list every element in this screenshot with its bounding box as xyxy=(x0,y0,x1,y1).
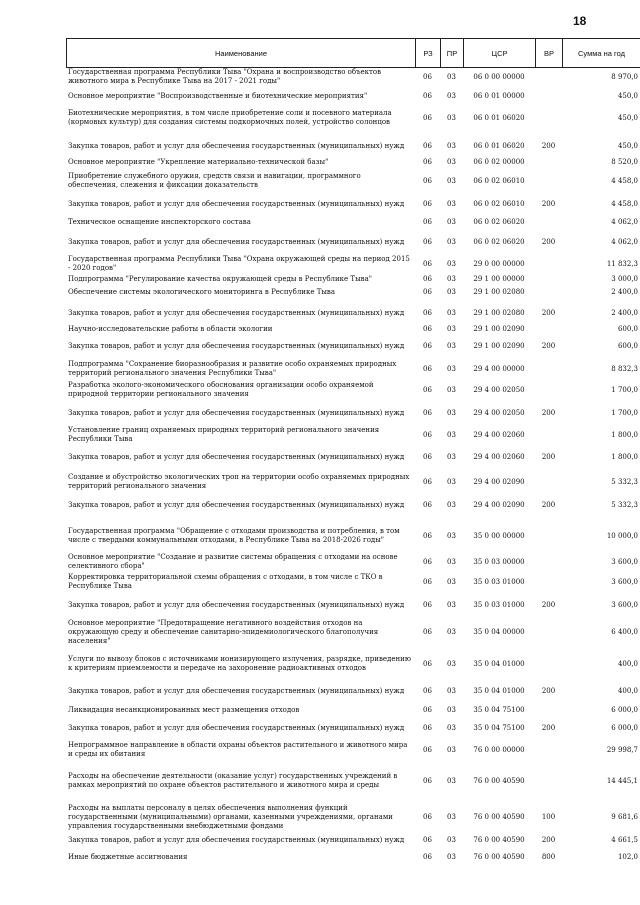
table-row xyxy=(66,721,640,735)
row-sum: 5 332,3 xyxy=(611,477,638,486)
table-header xyxy=(66,38,640,68)
table-row xyxy=(66,171,640,191)
header-pr: ПР xyxy=(440,39,463,67)
row-rz: 06 xyxy=(423,308,432,317)
row-vr xyxy=(535,472,562,492)
row-sum: 600,0 xyxy=(617,341,638,350)
row-sum: 6 000,0 xyxy=(611,705,638,714)
row-pr: 03 xyxy=(447,776,456,785)
table-row xyxy=(66,770,640,792)
row-sum: 1 700,0 xyxy=(611,408,638,417)
row-pr: 03 xyxy=(447,705,456,714)
row-pr: 03 xyxy=(447,627,456,636)
row-vr xyxy=(535,255,562,273)
table-row xyxy=(66,704,640,716)
row-rz: 06 xyxy=(423,113,432,122)
row-sum: 3 600,0 xyxy=(611,600,638,609)
row-rz: 06 xyxy=(423,600,432,609)
table-row xyxy=(66,598,640,612)
table-row xyxy=(66,803,640,830)
row-vr: 200 xyxy=(541,723,556,732)
row-vr: 200 xyxy=(541,835,556,844)
row-pr: 03 xyxy=(447,324,456,333)
row-vr: 200 xyxy=(541,686,556,695)
row-rz: 06 xyxy=(423,341,432,350)
row-vr: 200 xyxy=(541,341,556,350)
row-pr: 03 xyxy=(447,341,456,350)
table-row xyxy=(66,525,640,547)
row-vr xyxy=(535,322,562,336)
row-sum: 3 000,0 xyxy=(611,274,638,283)
row-rz: 06 xyxy=(423,430,432,439)
header-rz: РЗ xyxy=(415,39,440,67)
row-name: Услуги по вывозу блоков с источниками ионизирующего излучения, разрядке, приведению к критериям приемлемости и передаче на захоронение радиоактивных отходов xyxy=(68,655,411,672)
row-rz: 06 xyxy=(423,218,432,226)
row-name: Научно-исследовательские работы в области экологии xyxy=(68,324,273,333)
row-vr xyxy=(535,107,562,129)
row-name: Биотехнические мероприятия, в том числе приобретение соли и посевного материала (кормовых культур) для создания системы подкормочных полей, устройство солонцов xyxy=(68,109,392,126)
row-csr: 76 0 00 00000 xyxy=(473,745,525,754)
row-vr xyxy=(535,426,562,444)
row-pr: 03 xyxy=(447,500,456,509)
row-rz: 06 xyxy=(423,158,432,166)
row-rz: 06 xyxy=(423,627,432,636)
row-name: Закупка товаров, работ и услуг для обеспечения государственных (муниципальных) нужд xyxy=(68,308,405,317)
row-vr xyxy=(535,740,562,760)
row-name: Техническое оснащение инспекторского состава xyxy=(68,218,251,226)
row-pr: 03 xyxy=(447,308,456,317)
row-name: Закупка товаров, работ и услуг для обеспечения государственных (муниципальных) нужд xyxy=(68,500,405,509)
row-csr: 29 1 00 02090 xyxy=(473,324,525,333)
row-rz: 06 xyxy=(423,199,432,208)
row-csr: 76 0 00 40590 xyxy=(473,835,525,844)
row-pr: 03 xyxy=(447,259,456,268)
row-pr: 03 xyxy=(447,237,456,246)
row-vr xyxy=(535,525,562,547)
row-vr: 200 xyxy=(541,408,556,417)
row-vr xyxy=(535,622,562,642)
row-name: Закупка товаров, работ и услуг для обеспечения государственных (муниципальных) нужд xyxy=(68,835,405,844)
table-row xyxy=(66,197,640,211)
table-row xyxy=(66,216,640,229)
row-csr: 06 0 02 06020 xyxy=(473,237,525,246)
row-name: Основное мероприятие "Укрепление материально-технической базы" xyxy=(68,158,329,166)
row-vr xyxy=(535,156,562,169)
row-sum: 3 600,0 xyxy=(611,577,638,586)
row-pr: 03 xyxy=(447,408,456,417)
row-sum: 2 400,0 xyxy=(611,308,638,317)
row-vr xyxy=(535,553,562,571)
row-vr xyxy=(535,68,562,86)
row-name: Корректировка территориальной схемы обращения с отходами, в том числе с ТКО в Республике Тыва xyxy=(68,573,383,590)
row-pr: 03 xyxy=(447,364,456,373)
row-sum: 8 970,0 xyxy=(611,72,638,81)
row-rz: 06 xyxy=(423,557,432,566)
row-pr: 03 xyxy=(447,723,456,732)
row-sum: 450,0 xyxy=(617,141,638,150)
table-row xyxy=(66,139,640,153)
row-csr: 35 0 03 01000 xyxy=(473,600,525,609)
row-name: Закупка товаров, работ и услуг для обеспечения государственных (муниципальных) нужд xyxy=(68,686,405,695)
table-row xyxy=(66,339,640,353)
table-row xyxy=(66,618,640,645)
row-pr: 03 xyxy=(447,452,456,461)
row-rz: 06 xyxy=(423,852,432,861)
row-csr: 06 0 01 06020 xyxy=(473,113,525,122)
table-row xyxy=(66,274,640,284)
row-name: Основное мероприятие "Предотвращение негативного воздействия отходов на окружающую среду и обеспечение санитарно-эпидемиологического благополучия населения" xyxy=(68,618,379,645)
row-pr: 03 xyxy=(447,531,456,540)
row-sum: 11 832,3 xyxy=(606,259,638,268)
row-pr: 03 xyxy=(447,477,456,486)
row-csr: 29 4 00 02090 xyxy=(473,477,525,486)
row-rz: 06 xyxy=(423,812,432,821)
header-vr: ВР xyxy=(535,39,562,67)
row-sum: 102,0 xyxy=(617,852,638,861)
table-row xyxy=(66,287,640,297)
row-csr: 29 0 00 00000 xyxy=(473,259,525,268)
row-vr xyxy=(535,274,562,284)
row-rz: 06 xyxy=(423,723,432,732)
row-csr: 06 0 02 06010 xyxy=(473,176,525,185)
row-csr: 35 0 03 00000 xyxy=(473,557,525,566)
row-vr xyxy=(535,770,562,792)
row-name: Закупка товаров, работ и услуг для обеспечения государственных (муниципальных) нужд xyxy=(68,723,405,732)
row-pr: 03 xyxy=(447,218,456,226)
row-name: Расходы на обеспечение деятельности (оказание услуг) государственных учреждений в рамках мероприятий по охране объектов растительного и животного мира и среды xyxy=(68,772,398,789)
row-rz: 06 xyxy=(423,686,432,695)
row-rz: 06 xyxy=(423,91,432,100)
row-vr xyxy=(535,704,562,716)
row-csr: 29 1 00 02080 xyxy=(473,308,525,317)
row-csr: 29 4 00 02050 xyxy=(473,385,525,394)
row-sum: 4 062,0 xyxy=(611,237,638,246)
row-name: Создание и обустройство экологических троп на территории особо охраняемых природных территорий регионального значения xyxy=(68,473,410,490)
row-pr: 03 xyxy=(447,835,456,844)
row-sum: 3 600,0 xyxy=(611,557,638,566)
table-row xyxy=(66,426,640,444)
row-rz: 06 xyxy=(423,745,432,754)
table-row xyxy=(66,684,640,698)
row-sum: 400,0 xyxy=(617,659,638,668)
row-csr: 06 0 01 06020 xyxy=(473,141,525,150)
row-rz: 06 xyxy=(423,385,432,394)
row-pr: 03 xyxy=(447,812,456,821)
row-csr: 29 4 00 00000 xyxy=(473,364,525,373)
row-pr: 03 xyxy=(447,852,456,861)
row-sum: 1 800,0 xyxy=(611,430,638,439)
row-sum: 450,0 xyxy=(617,91,638,100)
row-csr: 29 1 00 02090 xyxy=(473,341,525,350)
row-pr: 03 xyxy=(447,91,456,100)
table-row xyxy=(66,156,640,169)
row-csr: 35 0 03 01000 xyxy=(473,577,525,586)
row-sum: 9 681,6 xyxy=(611,812,638,821)
row-sum: 6 000,0 xyxy=(611,723,638,732)
row-sum: 8 520,0 xyxy=(611,158,638,166)
row-sum: 1 700,0 xyxy=(611,385,638,394)
row-csr: 35 0 04 75100 xyxy=(473,723,525,732)
row-sum: 600,0 xyxy=(617,324,638,333)
table-row xyxy=(66,406,640,420)
row-rz: 06 xyxy=(423,659,432,668)
row-name: Подпрограмма "Сохранение биоразнообразия и развитие особо охраняемых природных территорий регионального значения Республики Тыва" xyxy=(68,360,397,377)
row-rz: 06 xyxy=(423,776,432,785)
row-csr: 29 4 00 02050 xyxy=(473,408,525,417)
row-vr xyxy=(535,216,562,229)
row-sum: 450,0 xyxy=(617,113,638,122)
row-sum: 1 800,0 xyxy=(611,452,638,461)
row-name: Закупка товаров, работ и услуг для обеспечения государственных (муниципальных) нужд xyxy=(68,237,405,246)
row-csr: 06 0 01 00000 xyxy=(473,91,525,100)
row-sum: 5 332,3 xyxy=(611,500,638,509)
row-name: Государственная программа Республики Тыва "Охрана и воспроизводство объектов животного мира в Республике Тыва на 2017 - 2021 годы" xyxy=(68,68,382,85)
row-csr: 29 4 00 02090 xyxy=(473,500,525,509)
table-row xyxy=(66,89,640,103)
row-name: Закупка товаров, работ и услуг для обеспечения государственных (муниципальных) нужд xyxy=(68,452,405,461)
row-csr: 35 0 04 01000 xyxy=(473,659,525,668)
row-vr xyxy=(535,287,562,297)
row-name: Непрограммное направление в области охраны объектов растительного и животного мира и среды их обитания xyxy=(68,741,408,758)
row-pr: 03 xyxy=(447,600,456,609)
row-rz: 06 xyxy=(423,500,432,509)
row-rz: 06 xyxy=(423,287,432,296)
row-rz: 06 xyxy=(423,705,432,714)
budget-table xyxy=(66,38,640,861)
row-rz: 06 xyxy=(423,259,432,268)
row-pr: 03 xyxy=(447,199,456,208)
row-csr: 06 0 02 06020 xyxy=(473,218,525,226)
table-row xyxy=(66,322,640,336)
header-sum: Сумма на год xyxy=(562,39,640,67)
row-name: Государственная программа Республики Тыва "Охрана окружающей среды на период 2015 - 2020 годов" xyxy=(68,255,410,272)
row-pr: 03 xyxy=(447,659,456,668)
header-csr: ЦСР xyxy=(463,39,535,67)
row-name: Закупка товаров, работ и услуг для обеспечения государственных (муниципальных) нужд xyxy=(68,408,405,417)
row-name: Расходы на выплаты персоналу в целях обеспечения выполнения функций государственными (муниципальными) органами, казенными учреждениями, органами управления государственными внебюджетными фондами xyxy=(68,803,393,830)
table-row xyxy=(66,574,640,590)
row-rz: 06 xyxy=(423,531,432,540)
row-vr: 200 xyxy=(541,237,556,246)
row-sum: 8 832,3 xyxy=(611,364,638,373)
row-pr: 03 xyxy=(447,72,456,81)
row-rz: 06 xyxy=(423,477,432,486)
row-sum: 4 661,5 xyxy=(611,835,638,844)
table-row xyxy=(66,360,640,378)
table-row xyxy=(66,851,640,863)
row-pr: 03 xyxy=(447,430,456,439)
table-row xyxy=(66,68,640,86)
row-pr: 03 xyxy=(447,113,456,122)
row-csr: 76 0 00 40590 xyxy=(473,852,525,861)
row-name: Разработка эколого-экономического обоснования организации особо охраняемой природной территории регионального значения xyxy=(68,381,374,398)
row-name: Иные бюджетные ассигнования xyxy=(68,852,188,861)
row-csr: 35 0 04 01000 xyxy=(473,686,525,695)
row-rz: 06 xyxy=(423,835,432,844)
row-rz: 06 xyxy=(423,364,432,373)
row-name: Приобретение служебного оружия, средств связи и навигации, программного обеспечения, слежения и фиксации доказательств xyxy=(68,172,361,189)
row-csr: 76 0 00 40590 xyxy=(473,776,525,785)
row-csr: 29 1 00 00000 xyxy=(473,274,525,283)
table-row xyxy=(66,654,640,674)
row-csr: 35 0 04 00000 xyxy=(473,627,525,636)
row-rz: 06 xyxy=(423,324,432,333)
row-pr: 03 xyxy=(447,176,456,185)
row-csr: 29 1 00 02080 xyxy=(473,287,525,296)
table-row xyxy=(66,255,640,273)
row-sum: 4 458,0 xyxy=(611,199,638,208)
row-vr xyxy=(535,360,562,378)
row-pr: 03 xyxy=(447,287,456,296)
row-vr xyxy=(535,89,562,103)
row-rz: 06 xyxy=(423,176,432,185)
table-row xyxy=(66,381,640,399)
row-csr: 76 0 00 40590 xyxy=(473,812,525,821)
row-csr: 29 4 00 02060 xyxy=(473,430,525,439)
row-sum: 6 400,0 xyxy=(611,627,638,636)
row-vr xyxy=(535,574,562,590)
table-row xyxy=(66,306,640,320)
row-rz: 06 xyxy=(423,577,432,586)
row-name: Государственная программа "Обращение с отходами производства и потребления, в том числе с твердыми коммунальными отходами, в Республике Тыва на 2018-2026 годы" xyxy=(68,527,400,544)
row-sum: 4 062,0 xyxy=(611,218,638,226)
table-row xyxy=(66,834,640,846)
row-pr: 03 xyxy=(447,557,456,566)
table-row xyxy=(66,740,640,760)
row-vr: 200 xyxy=(541,500,556,509)
table-row xyxy=(66,450,640,464)
row-rz: 06 xyxy=(423,452,432,461)
row-name: Закупка товаров, работ и услуг для обеспечения государственных (муниципальных) нужд xyxy=(68,341,405,350)
table-row xyxy=(66,498,640,512)
table-row xyxy=(66,107,640,129)
row-vr: 200 xyxy=(541,308,556,317)
header-name: Наименование xyxy=(66,39,415,67)
row-vr: 200 xyxy=(541,452,556,461)
row-rz: 06 xyxy=(423,72,432,81)
row-vr: 800 xyxy=(541,852,556,861)
row-name: Закупка товаров, работ и услуг для обеспечения государственных (муниципальных) нужд xyxy=(68,600,405,609)
row-name: Закупка товаров, работ и услуг для обеспечения государственных (муниципальных) нужд xyxy=(68,199,405,208)
row-name: Установление границ охраняемых природных территорий регионального значения Республики Тыва xyxy=(68,426,380,443)
row-rz: 06 xyxy=(423,141,432,150)
row-pr: 03 xyxy=(447,158,456,166)
row-sum: 10 000,0 xyxy=(606,531,638,540)
row-name: Ликвидация несанкционированных мест размещения отходов xyxy=(68,705,300,714)
row-pr: 03 xyxy=(447,274,456,283)
row-vr xyxy=(535,171,562,191)
page-number: 18 xyxy=(573,14,587,28)
row-vr: 100 xyxy=(541,812,556,821)
row-name: Основное мероприятие "Создание и развитие системы обращения с отходами на основе селективного сбора" xyxy=(68,553,398,570)
row-csr: 29 4 00 02060 xyxy=(473,452,525,461)
row-sum: 29 998,7 xyxy=(606,745,638,754)
row-pr: 03 xyxy=(447,686,456,695)
row-name: Обеспечение системы экологического мониторинга в Республике Тыва xyxy=(68,287,336,296)
row-sum: 4 458,0 xyxy=(611,176,638,185)
row-vr: 200 xyxy=(541,600,556,609)
row-csr: 35 0 04 75100 xyxy=(473,705,525,714)
row-sum: 14 445,1 xyxy=(606,776,638,785)
table-row xyxy=(66,553,640,571)
table-row xyxy=(66,235,640,249)
row-rz: 06 xyxy=(423,237,432,246)
row-pr: 03 xyxy=(447,385,456,394)
row-csr: 06 0 00 00000 xyxy=(473,72,525,81)
row-sum: 400,0 xyxy=(617,686,638,695)
row-rz: 06 xyxy=(423,274,432,283)
row-vr xyxy=(535,654,562,674)
row-csr: 35 0 00 00000 xyxy=(473,531,525,540)
row-name: Подпрограмма "Регулирование качества окружающей среды в Республике Тыва" xyxy=(68,274,372,283)
table-row xyxy=(66,472,640,492)
row-csr: 06 0 02 06010 xyxy=(473,199,525,208)
row-rz: 06 xyxy=(423,408,432,417)
row-csr: 06 0 02 00000 xyxy=(473,158,525,166)
row-vr xyxy=(535,381,562,399)
row-sum: 2 400,0 xyxy=(611,287,638,296)
row-pr: 03 xyxy=(447,745,456,754)
row-name: Основное мероприятие "Воспроизводственные и биотехнические мероприятия" xyxy=(68,91,368,100)
row-vr: 200 xyxy=(541,141,556,150)
row-vr: 200 xyxy=(541,199,556,208)
row-name: Закупка товаров, работ и услуг для обеспечения государственных (муниципальных) нужд xyxy=(68,141,405,150)
row-pr: 03 xyxy=(447,577,456,586)
row-pr: 03 xyxy=(447,141,456,150)
